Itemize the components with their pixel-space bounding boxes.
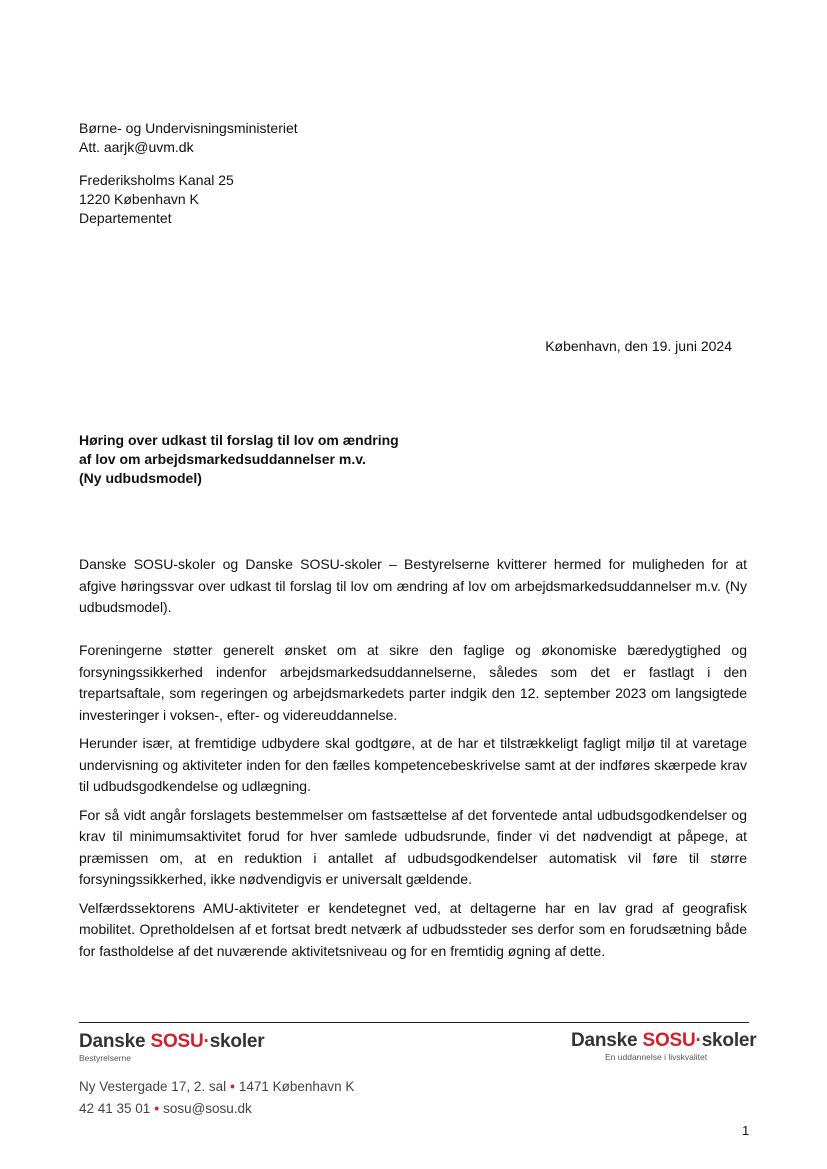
footer-logo-right (571, 1030, 756, 1062)
logo-dot-icon: · (203, 1031, 210, 1052)
footer-contact (79, 1101, 252, 1116)
footer-city: 1471 København K (238, 1079, 355, 1094)
page-number: 1 (742, 1123, 750, 1138)
logo-right-word-sosu: SOSU (642, 1030, 696, 1051)
recipient-address (79, 171, 234, 228)
body-paragraph-2: Foreningerne støtter generelt ønsket om at sikre den faglige og økonomiske bæredygtighed og forsyningssikkerhed indenfor arbejdsmarkedsuddannelserne, således som det er fastlagt i den trepartsaftale, som regeringen og arbejdsmarkedets parter indgik den 12. september 2023 om langsigtede investeringer i voksen-, efter- og videreuddannelse. (79, 642, 747, 723)
bullet-icon: • (230, 1079, 235, 1094)
footer-divider (79, 1022, 749, 1023)
logo-right-word-danske: Danske (571, 1030, 638, 1051)
footer-email[interactable]: sosu@sosu.dk (163, 1101, 252, 1116)
logo-dot-icon: · (695, 1030, 702, 1051)
letter-date: København, den 19. juni 2024 (545, 338, 732, 354)
subject-line-2: af lov om arbejdsmarkedsuddannelser m.v. (79, 451, 366, 467)
recipient-street: Frederiksholms Kanal 25 (79, 172, 234, 188)
letter-subject (79, 431, 399, 488)
body-paragraph-1: Danske SOSU-skoler og Danske SOSU-skoler – Bestyrelserne kvitterer hermed for muligheden for at afgive høringssvar over udkast til forslag til lov om ændring af lov om arbejdsmarkedsuddannelser m.v. (Ny udbudsmodel). (79, 556, 747, 615)
recipient-department: Departementet (79, 210, 172, 226)
body-paragraph-5: Velfærdssektorens AMU-aktiviteter er kendetegnet ved, at deltagerne har en lav grad af geografisk mobilitet. Opretholdelsen af et fortsat bredt netværk af udbudssteder ses derfor som en forudsætning både for fastholdelse af det nuværende aktivitetsniveau og for en fremtidig øgning af dette. (79, 899, 747, 959)
logo-right-tagline: En uddannelse i livskvalitet (605, 1052, 708, 1062)
body-paragraph-4: For så vidt angår forslagets bestemmelser om fastsættelse af det forventede antal udbudsgodkendelser og krav til minimumsaktivitet forud for hver samlede udbudsrunde, finder vi det nødvendigt at påpege, at præmissen om, at en reduktion i antallet af udbudsgodkendelser automatisk vil føre til større forsyningssikkerhed, ikke nødvendigvis er universalt gældende. (79, 806, 747, 887)
logo-left-word-skoler: skoler (209, 1031, 265, 1052)
subject-line-3: (Ny udbudsmodel) (79, 470, 202, 486)
logo-left-subtitle: Bestyrelserne (79, 1053, 131, 1063)
logo-right-word-skoler: skoler (701, 1030, 757, 1051)
footer-logo-left (79, 1031, 264, 1063)
body-paragraph-3: Herunder især, at fremtidige udbydere skal godtgøre, at de har et tilstrækkeligt fagligt miljø til at varetage undervisning og aktiviteter inden for den fælles kompetencebeskrivelse samt at der indføres skærpede krav til udbudsgodkendelse og udlægning. (79, 735, 747, 794)
recipient-block (79, 119, 298, 157)
footer-address (79, 1079, 354, 1094)
logo-left-word-sosu: SOSU (150, 1031, 204, 1052)
recipient-name: Børne- og Undervisningsministeriet (79, 120, 298, 136)
logo-left-word-danske: Danske (79, 1031, 146, 1052)
letter-body (79, 640, 747, 969)
bullet-icon: • (154, 1101, 160, 1116)
recipient-attention: Att. aarjk@uvm.dk (79, 139, 194, 155)
letter-body-intro (79, 554, 747, 626)
footer-street: Ny Vestergade 17, 2. sal (79, 1079, 227, 1094)
recipient-city: 1220 København K (79, 191, 199, 207)
footer-phone: 42 41 35 01 (79, 1101, 151, 1116)
subject-line-1: Høring over udkast til forslag til lov om ændring (79, 432, 399, 448)
